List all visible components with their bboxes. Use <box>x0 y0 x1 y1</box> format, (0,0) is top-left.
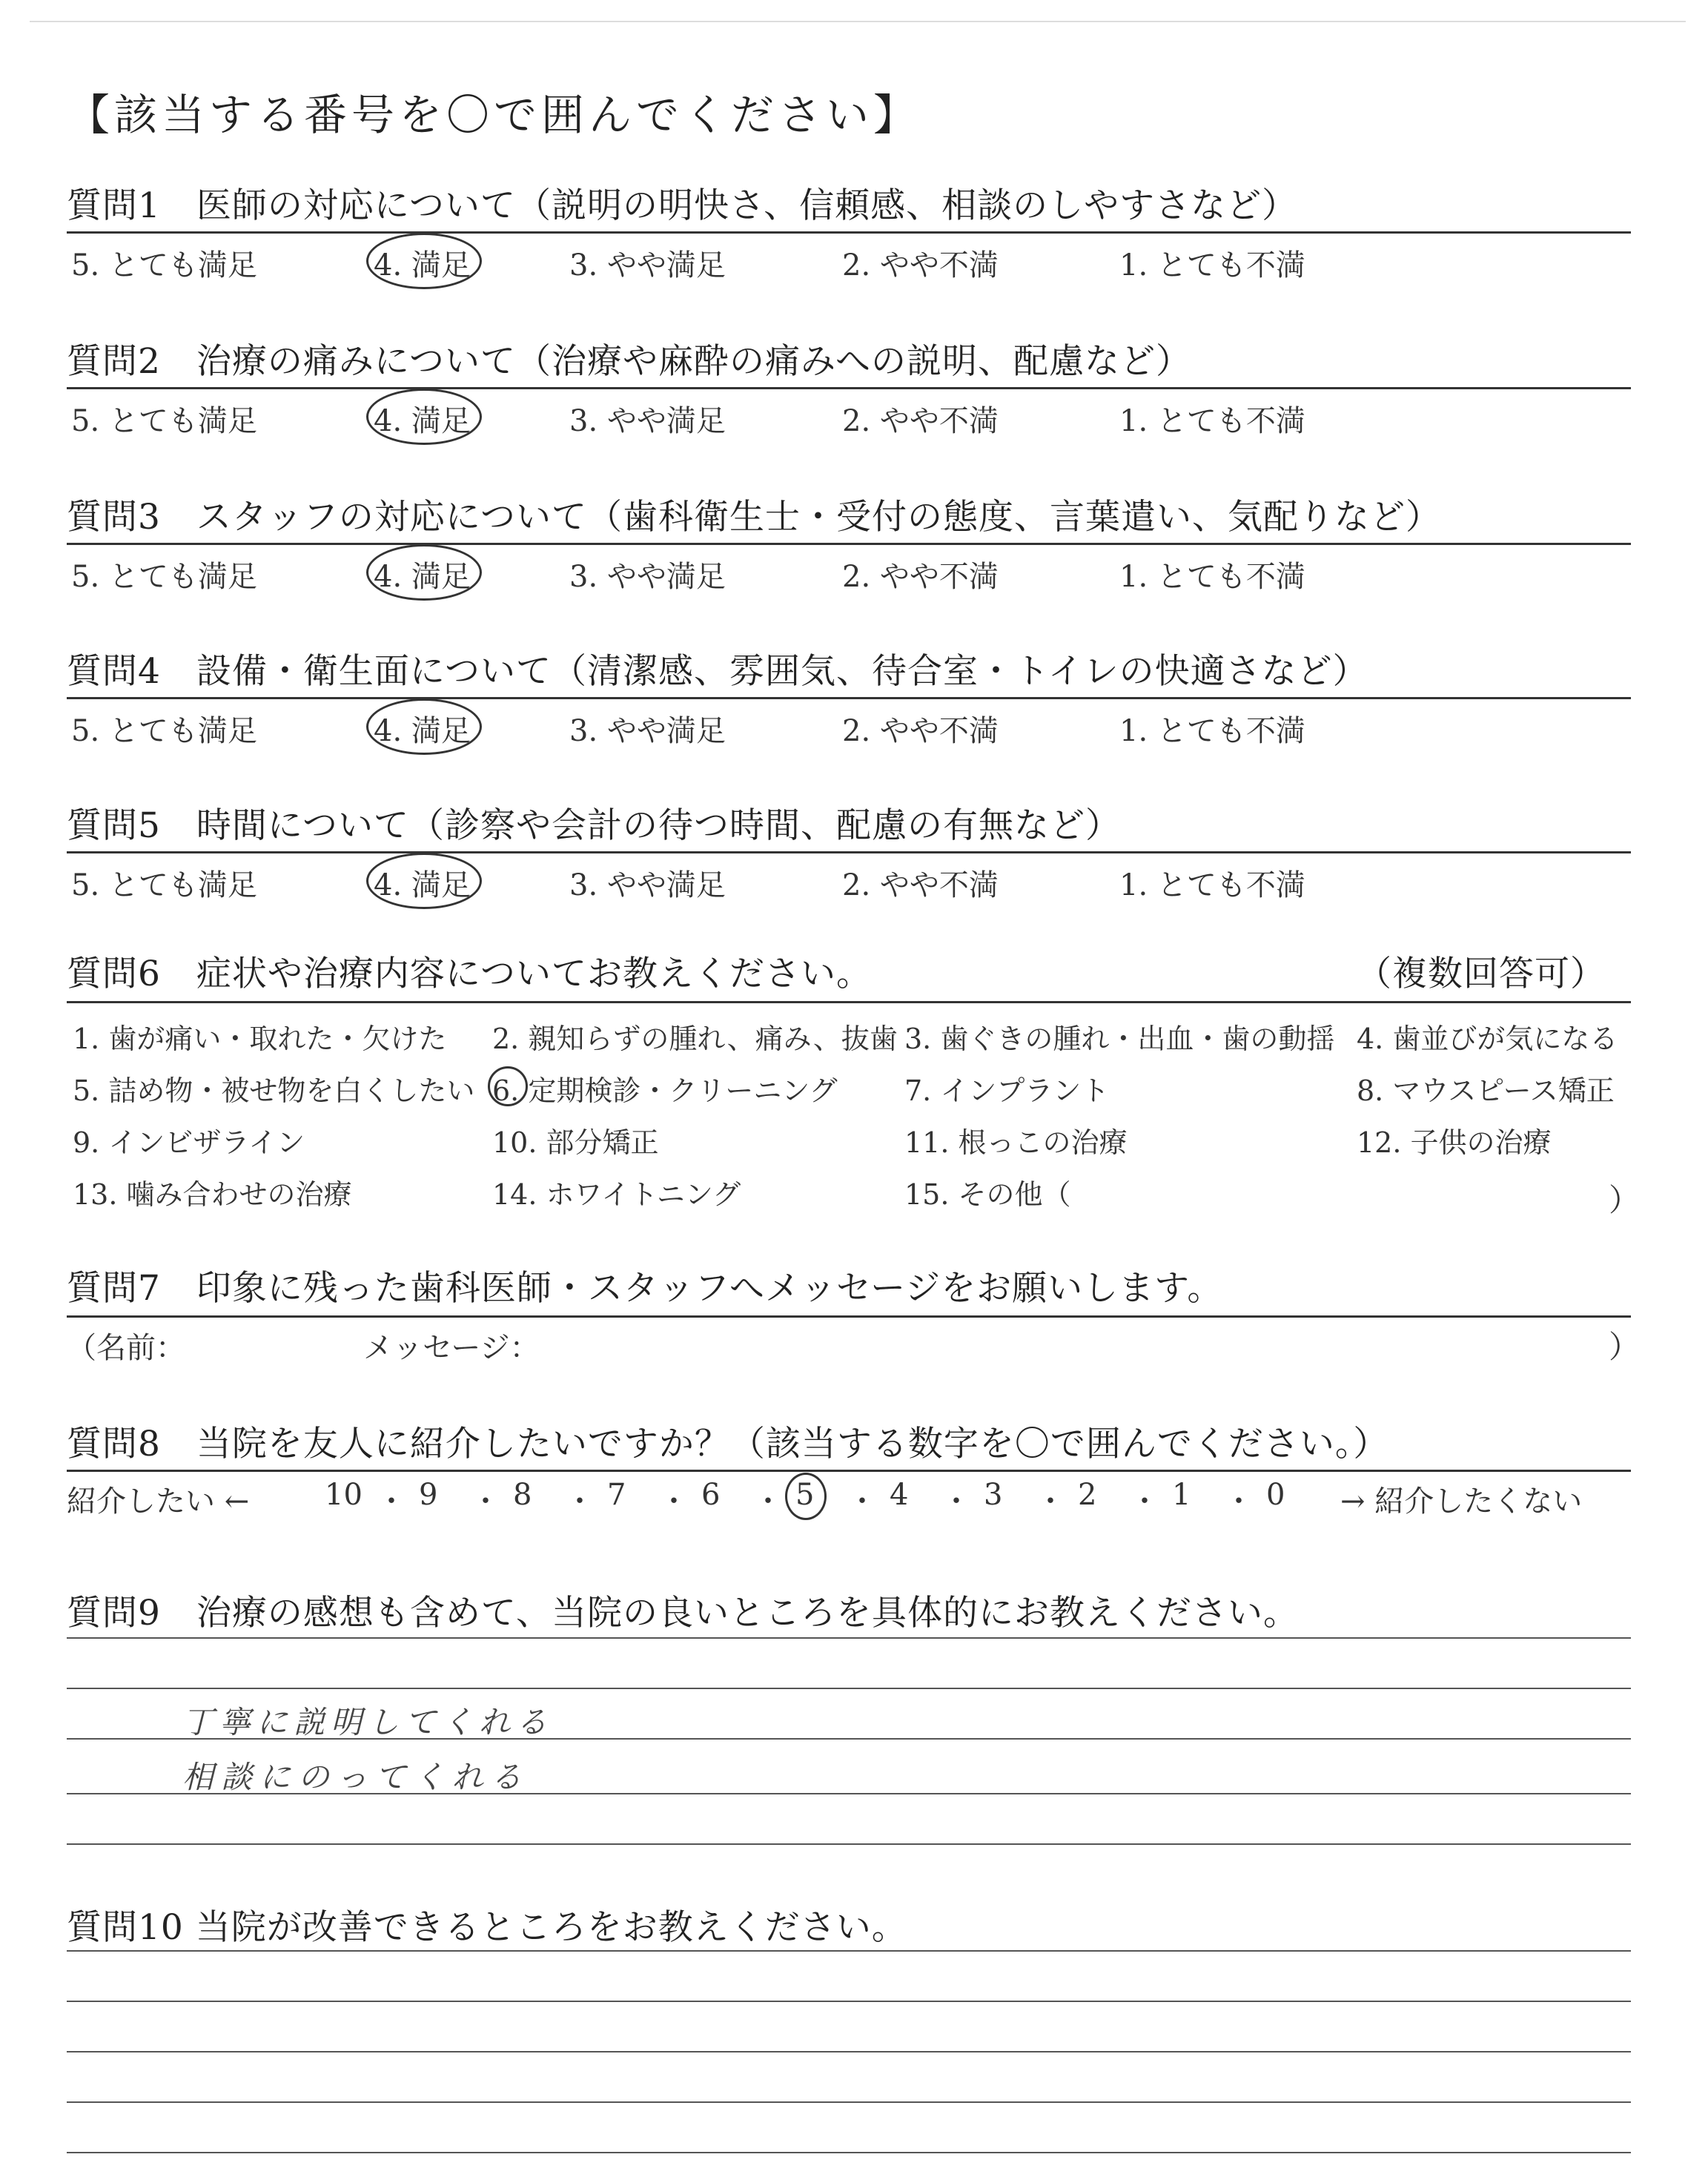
q6-option[interactable]: 12. 子供の治療 <box>1357 1126 1552 1159</box>
rating-option[interactable]: 3. やや満足 <box>569 868 726 902</box>
question-rule <box>67 697 1631 699</box>
q10-title: 質問10 当院が改善できるところをお教えください。 <box>67 1907 907 1948</box>
question-rule <box>67 851 1631 853</box>
q6-option[interactable]: 14. ホワイトニング <box>492 1178 741 1211</box>
q6-title: 質問6 症状や治療内容についてお教えください。 <box>67 954 872 994</box>
q8-left-label: 紹介したい ← <box>67 1484 250 1519</box>
q6-option[interactable]: 7. インプラント <box>904 1074 1110 1107</box>
selected-circle-mark <box>366 389 482 445</box>
q8-scale-number[interactable]: 7 <box>607 1478 626 1512</box>
q7-title: 質問7 印象に残った歯科医師・スタッフへメッセージをお願いします。 <box>67 1268 1223 1309</box>
selected-circle-mark <box>366 698 482 755</box>
rating-option[interactable]: 1. とても不満 <box>1119 248 1305 283</box>
question-title: 質問3 スタッフの対応について（歯科衛生士・受付の態度、言葉遣い、気配りなど） <box>67 497 1441 538</box>
rating-option[interactable]: 1. とても不満 <box>1119 868 1305 902</box>
q10-line <box>67 2051 1631 2052</box>
rating-option[interactable]: 4. 満足 <box>374 868 471 902</box>
q6-option[interactable]: 4. 歯並びが気になる <box>1357 1023 1618 1055</box>
q8-scale-number[interactable]: 3 <box>984 1478 1003 1512</box>
question-title: 質問2 治療の痛みについて（治療や麻酔の痛みへの説明、配慮など） <box>67 341 1192 382</box>
rating-option[interactable]: 5. とても満足 <box>71 714 257 748</box>
q7-rule <box>67 1315 1631 1318</box>
q6-option[interactable]: 6. 定期検診・クリーニング <box>492 1074 838 1107</box>
q6-option[interactable]: 15. その他（ <box>904 1178 1071 1211</box>
rating-option[interactable]: 3. やや満足 <box>569 560 726 594</box>
rating-option[interactable]: 2. やや不満 <box>842 404 999 438</box>
q9-line <box>67 1637 1631 1639</box>
q7-close-paren: ） <box>1609 1329 1641 1365</box>
q10-line <box>67 1950 1631 1952</box>
q8-right-label: → 紹介したくない <box>1340 1484 1583 1519</box>
q7-name-label: （名前： <box>67 1331 185 1365</box>
form-heading: 【該当する番号を〇で囲んでください】 <box>67 90 921 140</box>
q7-message-label: メッセージ： <box>363 1331 540 1365</box>
rating-option[interactable]: 4. 満足 <box>374 404 471 438</box>
q8-separator: ・ <box>659 1484 689 1519</box>
q9-handwritten-line: 丁寧に説明してくれる <box>182 1704 554 1740</box>
q8-scale-number[interactable]: 2 <box>1078 1478 1097 1512</box>
q8-separator: ・ <box>1036 1484 1065 1519</box>
question-rule <box>67 231 1631 234</box>
q6-option[interactable]: 2. 親知らずの腫れ、痛み、抜歯 <box>492 1023 898 1055</box>
question-rule <box>67 387 1631 389</box>
rating-option[interactable]: 4. 満足 <box>374 248 471 283</box>
selected-circle-mark <box>366 544 482 601</box>
q9-handwritten-line: 相談にのってくれる <box>182 1759 529 1795</box>
q8-scale-number[interactable]: 5 <box>795 1478 815 1512</box>
q8-scale-number[interactable]: 4 <box>890 1478 909 1512</box>
rating-option[interactable]: 1. とても不満 <box>1119 404 1305 438</box>
rating-option[interactable]: 2. やや不満 <box>842 868 999 902</box>
q8-separator: ・ <box>753 1484 783 1519</box>
q6-option[interactable]: 11. 根っこの治療 <box>904 1126 1128 1159</box>
q8-scale-number[interactable]: 1 <box>1172 1478 1191 1512</box>
q8-title: 質問8 当院を友人に紹介したいですか？（該当する数字を〇で囲んでください。） <box>67 1424 1389 1464</box>
q8-separator: ・ <box>941 1484 971 1519</box>
q6-option[interactable]: 9. インビザライン <box>73 1126 305 1159</box>
q9-title: 質問9 治療の感想も含めて、当院の良いところを具体的にお教えください。 <box>67 1593 1299 1634</box>
rating-option[interactable]: 3. やや満足 <box>569 714 726 748</box>
question-title: 質問4 設備・衛生面について（清潔感、雰囲気、待合室・トイレの快適さなど） <box>67 651 1368 692</box>
rating-option[interactable]: 4. 満足 <box>374 714 471 748</box>
q6-option[interactable]: 10. 部分矯正 <box>492 1126 659 1159</box>
q9-line <box>67 1738 1631 1740</box>
q8-separator: ・ <box>1224 1484 1254 1519</box>
q8-separator: ・ <box>471 1484 500 1519</box>
rating-option[interactable]: 4. 満足 <box>374 560 471 594</box>
q6-option[interactable]: 1. 歯が痛い・取れた・欠けた <box>73 1023 447 1055</box>
selected-circle-mark <box>366 853 482 909</box>
rating-option[interactable]: 2. やや不満 <box>842 560 999 594</box>
q8-scale-number[interactable]: 6 <box>701 1478 721 1512</box>
q8-rule <box>67 1470 1631 1472</box>
q8-scale-number[interactable]: 9 <box>419 1478 438 1512</box>
question-rule <box>67 543 1631 545</box>
rating-option[interactable]: 3. やや満足 <box>569 404 726 438</box>
rating-option[interactable]: 5. とても満足 <box>71 868 257 902</box>
scan-edge <box>30 21 1686 22</box>
rating-option[interactable]: 5. とても満足 <box>71 404 257 438</box>
rating-option[interactable]: 3. やや満足 <box>569 248 726 283</box>
q6-option[interactable]: 5. 詰め物・被せ物を白くしたい <box>73 1074 475 1107</box>
selected-circle-mark <box>785 1473 827 1520</box>
rating-option[interactable]: 5. とても満足 <box>71 560 257 594</box>
q10-line <box>67 2101 1631 2103</box>
rating-option[interactable]: 2. やや不満 <box>842 248 999 283</box>
selected-circle-mark <box>488 1066 528 1106</box>
q9-line <box>67 1688 1631 1689</box>
q6-rule <box>67 1001 1631 1003</box>
q6-note: （複数回答可） <box>1357 954 1606 994</box>
q6-option[interactable]: 8. マウスピース矯正 <box>1357 1074 1615 1107</box>
q9-line <box>67 1793 1631 1794</box>
selected-circle-mark <box>366 233 482 289</box>
q8-scale-number[interactable]: 10 <box>325 1478 363 1512</box>
rating-option[interactable]: 2. やや不満 <box>842 714 999 748</box>
q6-close-paren: ） <box>1609 1182 1641 1218</box>
q8-separator: ・ <box>565 1484 595 1519</box>
q8-scale-number[interactable]: 0 <box>1266 1478 1285 1512</box>
q8-separator: ・ <box>377 1484 406 1519</box>
q6-option[interactable]: 3. 歯ぐきの腫れ・出血・歯の動揺 <box>904 1023 1335 1055</box>
rating-option[interactable]: 1. とても不満 <box>1119 714 1305 748</box>
question-title: 質問5 時間について（診察や会計の待つ時間、配慮の有無など） <box>67 805 1121 846</box>
q10-line <box>67 2001 1631 2002</box>
q8-separator: ・ <box>847 1484 877 1519</box>
rating-option[interactable]: 5. とても満足 <box>71 248 257 283</box>
question-title: 質問1 医師の対応について（説明の明快さ、信頼感、相談のしやすさなど） <box>67 185 1298 226</box>
q6-option[interactable]: 13. 噛み合わせの治療 <box>73 1178 352 1211</box>
rating-option[interactable]: 1. とても不満 <box>1119 560 1305 594</box>
q10-line <box>67 2152 1631 2153</box>
q8-separator: ・ <box>1130 1484 1159 1519</box>
q9-line <box>67 1843 1631 1845</box>
q8-scale-number[interactable]: 8 <box>513 1478 532 1512</box>
